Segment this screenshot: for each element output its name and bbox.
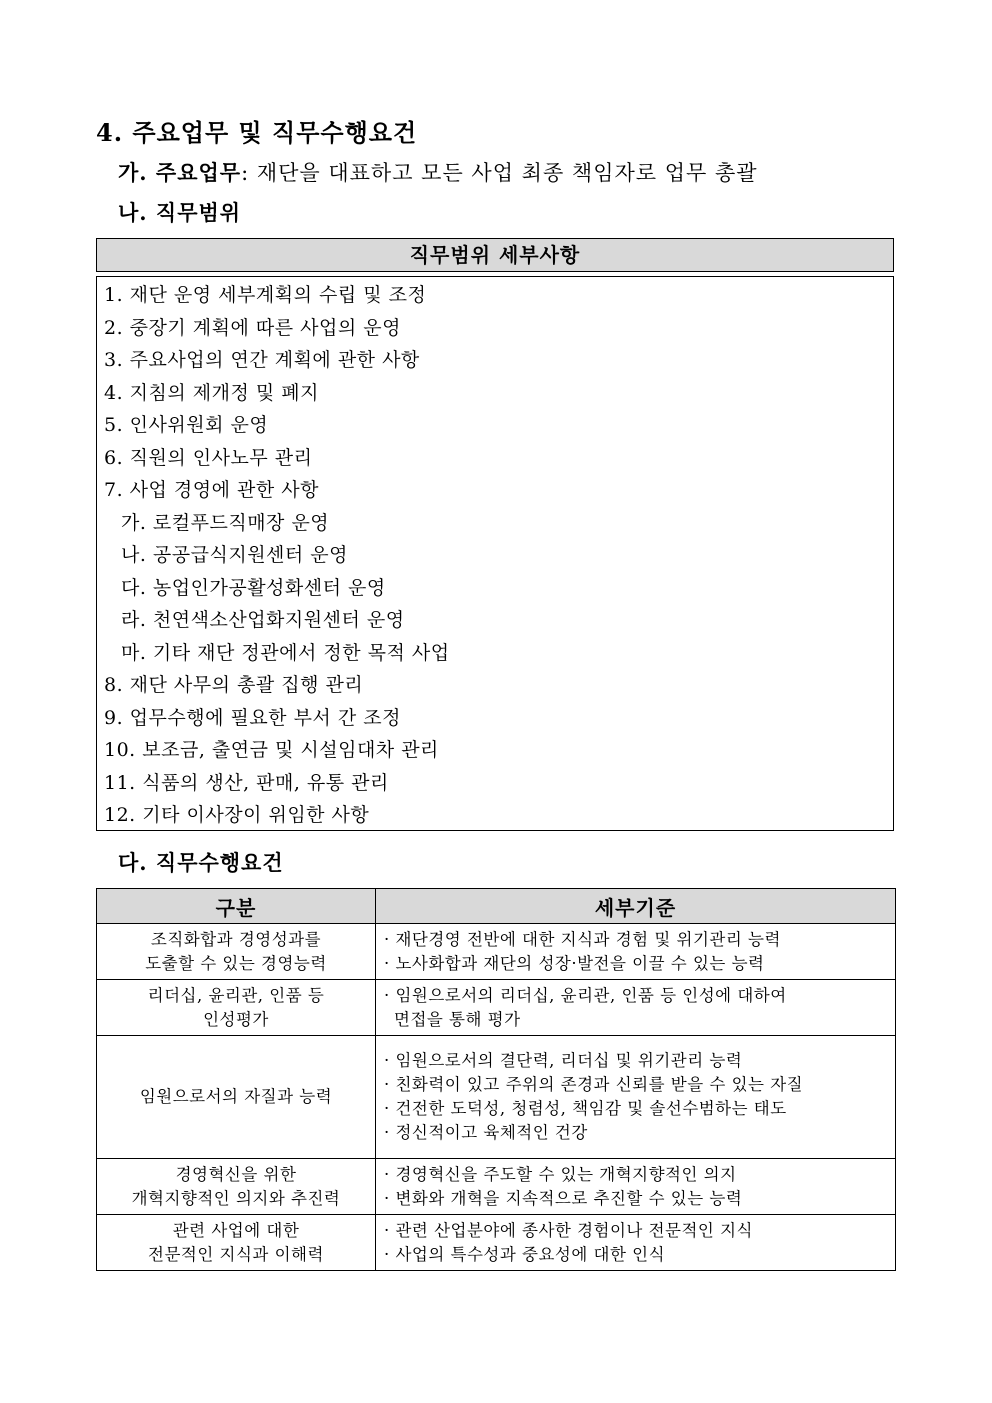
scope-item: 11. 식품의 생산, 판매, 유통 관리	[104, 771, 389, 794]
category-cell	[97, 1159, 376, 1215]
scope-subitem: 다. 농업인가공활성화센터 운영	[121, 576, 386, 599]
category-line: 리더십, 윤리관, 인품 등	[147, 985, 325, 1005]
criteria-line: · 사업의 특수성과 중요성에 대한 인식	[384, 1244, 666, 1264]
criteria-line: · 건전한 도덕성, 청렴성, 책임감 및 솔선수범하는 태도	[384, 1099, 787, 1118]
category-line: 개혁지향적인 의지와 추진력	[131, 1188, 341, 1208]
main-task	[118, 157, 758, 187]
scope-item: 9. 업무수행에 필요한 부서 간 조정	[104, 706, 401, 729]
criteria-line: · 정신적이고 육체적인 건강	[384, 1123, 588, 1142]
scope-subitem: 라. 천연색소산업화지원센터 운영	[121, 609, 405, 631]
scope-heading: 나. 직무범위	[118, 200, 242, 225]
criteria-cell	[376, 1215, 896, 1271]
criteria-line: · 임원으로서의 리더십, 윤리관, 인품 등 인성에 대하여	[384, 985, 787, 1005]
criteria-line: 면접을 통해 평가	[394, 1009, 521, 1029]
criteria-line: · 노사화합과 재단의 성장·발전을 이끌 수 있는 능력	[384, 953, 765, 973]
category-cell	[97, 1215, 376, 1271]
category-line: 임원으로서의 자질과 능력	[139, 1087, 333, 1106]
criteria-cell	[376, 1159, 896, 1215]
criteria-line: · 재단경영 전반에 대한 지식과 경험 및 위기관리 능력	[384, 929, 781, 949]
scope-item: 8. 재단 사무의 총괄 집행 관리	[104, 674, 364, 696]
scope-item: 12. 기타 이사장이 위임한 사항	[104, 804, 370, 826]
category-cell	[97, 980, 376, 1036]
scope-item: 4. 지침의 제개정 및 폐지	[104, 381, 319, 404]
table-row	[97, 980, 896, 1036]
table-row	[97, 1159, 896, 1215]
category-cell	[97, 1036, 376, 1159]
criteria-cell	[376, 1036, 896, 1159]
scope-subitem: 나. 공공급식지원센터 운영	[121, 544, 349, 566]
category-cell	[97, 924, 376, 980]
section-title: 4. 주요업무 및 직무수행요건	[96, 118, 418, 147]
category-line: 전문적인 지식과 이해력	[148, 1244, 324, 1264]
table-header-row	[97, 889, 896, 924]
scope-subitem: 마. 기타 재단 정관에서 정한 목적 사업	[121, 641, 450, 664]
requirements-heading: 다. 직무수행요건	[118, 850, 284, 875]
scope-list	[96, 276, 894, 831]
scope-item: 2. 중장기 계획에 따른 사업의 운영	[104, 316, 401, 339]
column-header-criteria: 세부기준	[376, 889, 896, 924]
main-task-text: : 재단을 대표하고 모든 사업 최종 책임자로 업무 총괄	[241, 161, 758, 185]
scope-table-header: 직무범위 세부사항	[96, 238, 894, 272]
main-task-label: 가. 주요업무	[118, 160, 242, 185]
scope-item: 7. 사업 경영에 관한 사항	[104, 479, 319, 501]
scope-item: 3. 주요사업의 연간 계획에 관한 사항	[104, 349, 420, 371]
criteria-line: · 친화력이 있고 주위의 존경과 신뢰를 받을 수 있는 자질	[384, 1075, 804, 1094]
criteria-cell	[376, 924, 896, 980]
scope-item: 6. 직원의 인사노무 관리	[104, 446, 313, 469]
table-row	[97, 1036, 896, 1159]
scope-item: 10. 보조금, 출연금 및 시설임대차 관리	[104, 739, 439, 761]
scope-item: 5. 인사위원회 운영	[104, 414, 269, 436]
criteria-line: · 변화와 개혁을 지속적으로 추진할 수 있는 능력	[384, 1188, 743, 1208]
criteria-line: · 경영혁신을 주도할 수 있는 개혁지향적인 의지	[384, 1164, 737, 1184]
scope-subitem: 가. 로컬푸드직매장 운영	[121, 511, 330, 534]
category-line: 인성평가	[203, 1009, 269, 1029]
requirements-table	[96, 888, 896, 1271]
criteria-cell	[376, 980, 896, 1036]
category-line: 경영혁신을 위한	[175, 1164, 297, 1184]
category-line: 도출할 수 있는 경영능력	[145, 953, 327, 973]
column-header-category: 구분	[97, 889, 376, 924]
table-row	[97, 1215, 896, 1271]
category-line: 조직화합과 경영성과를	[150, 929, 322, 949]
table-row	[97, 924, 896, 980]
criteria-line: · 관련 산업분야에 종사한 경험이나 전문적인 지식	[384, 1220, 753, 1240]
category-line: 관련 사업에 대한	[172, 1220, 300, 1240]
scope-item: 1. 재단 운영 세부계획의 수립 및 조정	[104, 284, 427, 306]
criteria-line: · 임원으로서의 결단력, 리더십 및 위기관리 능력	[384, 1051, 743, 1070]
